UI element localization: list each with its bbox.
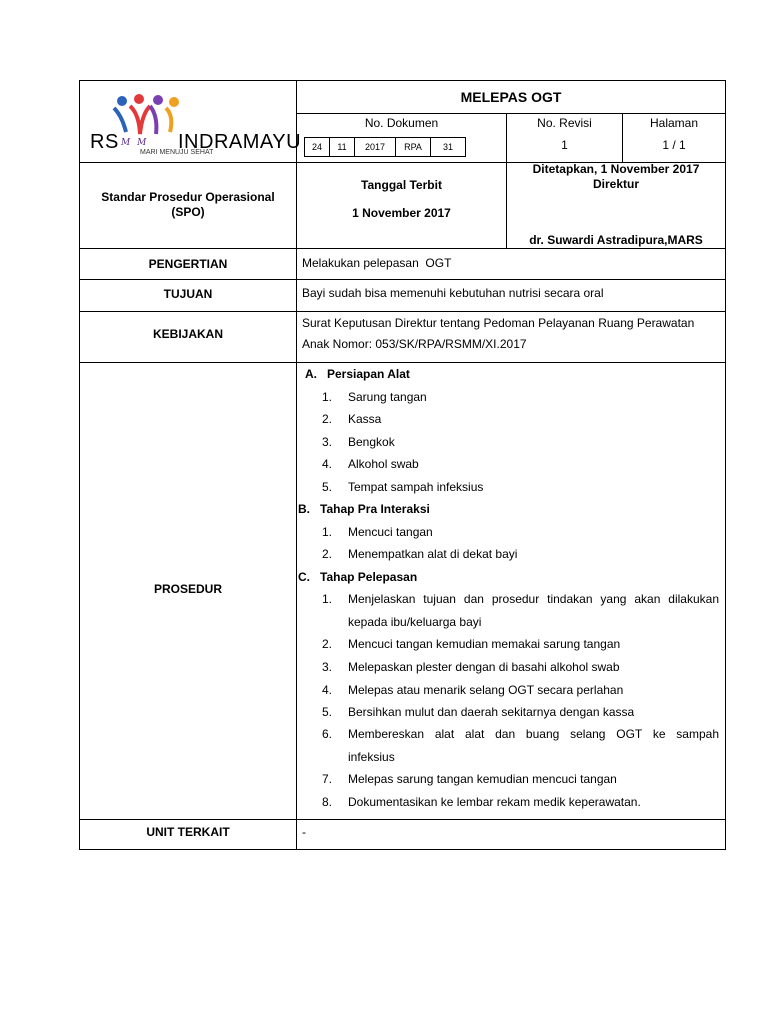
list-number: 1. [322, 592, 333, 606]
list-number: 1. [322, 525, 333, 539]
spo-title-line2: (SPO) [171, 205, 205, 219]
list-item: Dokumentasikan ke lembar rekam medik keperawatan. [348, 795, 641, 809]
list-number: 5. [322, 705, 333, 719]
kebijakan-line2: Anak Nomor: 053/SK/RPA/RSMM/XI.2017 [302, 337, 527, 351]
list-number: 4. [322, 683, 333, 697]
list-item: Bersihkan mulut dan daerah sekitarnya dengan kassa [348, 705, 635, 719]
doc-number-part: 24 [304, 137, 330, 157]
list-item: Melepaskan plester dengan di basahi alkohol swab [348, 660, 620, 674]
list-item: Menjelaskan tujuan dan prosedur tindakan yang akan dilakukan [348, 592, 719, 606]
list-number: 2. [322, 637, 333, 651]
list-item: Tempat sampah infeksius [348, 480, 484, 494]
unit-terkait-label: UNIT TERKAIT [146, 825, 230, 839]
section-b-marker: B. [298, 502, 310, 516]
kebijakan-line1: Surat Keputusan Direktur tentang Pedoman Pelayanan Ruang Perawatan [302, 316, 695, 330]
no-revisi-label: No. Revisi [537, 116, 592, 130]
tanggal-terbit-label: Tanggal Terbit [361, 178, 442, 192]
logo-name-text: INDRAMAYU [178, 131, 302, 153]
list-number: 7. [322, 772, 333, 786]
section-a-title: Persiapan Alat [327, 367, 410, 381]
list-number: 2. [322, 412, 333, 426]
list-item: Menempatkan alat di dekat bayi [348, 547, 518, 561]
signatory-name: dr. Suwardi Astradipura,MARS [529, 233, 703, 247]
halaman-value: 1 / 1 [662, 138, 686, 152]
prosedur-label: PROSEDUR [153, 582, 222, 596]
tanggal-terbit-value: 1 November 2017 [352, 206, 451, 220]
section-c-title: Tahap Pelepasan [320, 570, 418, 584]
logo-tagline: MARI MENUJU SEHAT [140, 149, 214, 156]
no-revisi-value: 1 [561, 138, 568, 152]
spo-title-line1: Standar Prosedur Operasional [101, 190, 275, 204]
tujuan-value: Bayi sudah bisa memenuhi kebutuhan nutrisi secara oral [302, 286, 604, 300]
list-item: Membereskan alat alat dan buang selang OGT ke sampah [348, 727, 719, 741]
doc-number-part: 11 [329, 137, 355, 157]
logo-rs-text: RS [90, 131, 119, 153]
section-a-marker: A. [305, 367, 317, 381]
list-item: Mencuci tangan [348, 525, 433, 539]
list-item: Mencuci tangan kemudian memakai sarung tangan [348, 637, 621, 651]
list-number: 1. [322, 390, 333, 404]
unit-value-cell [296, 819, 726, 850]
kebijakan-label: KEBIJAKAN [152, 327, 223, 341]
list-number: 4. [322, 457, 333, 471]
pengertian-value: Melakukan pelepasan OGT [302, 256, 452, 270]
ditetapkan-text: Ditetapkan, 1 November 2017 [532, 162, 700, 176]
document-title: MELEPAS OGT [460, 89, 562, 105]
list-item: Melepas sarung tangan kemudian mencuci tangan [348, 772, 617, 786]
doc-number-part: 31 [430, 137, 466, 157]
section-c-marker: C. [298, 570, 310, 584]
section-b-title: Tahap Pra Interaksi [320, 502, 430, 516]
list-number: 5. [322, 480, 333, 494]
list-item: Kassa [348, 412, 382, 426]
hospital-logo-icon [112, 94, 182, 136]
list-number: 6. [322, 727, 333, 741]
doc-number-part: RPA [395, 137, 431, 157]
list-item: Bengkok [348, 435, 395, 449]
logo-mm-text: M M [121, 138, 149, 148]
direktur-text: Direktur [592, 177, 639, 191]
halaman-label: Halaman [649, 116, 699, 130]
list-number: 2. [322, 547, 333, 561]
list-number: 3. [322, 660, 333, 674]
list-item: Sarung tangan [348, 390, 427, 404]
no-dokumen-label: No. Dokumen [364, 116, 439, 130]
pengertian-label: PENGERTIAN [148, 257, 228, 271]
tujuan-label: TUJUAN [163, 287, 213, 301]
list-item-continuation: kepada ibu/keluarga bayi [348, 615, 482, 629]
unit-terkait-value: - [302, 825, 306, 839]
doc-number-part: 2017 [354, 137, 396, 157]
list-number: 3. [322, 435, 333, 449]
list-item: Alkohol swab [348, 457, 419, 471]
list-number: 8. [322, 795, 333, 809]
list-item: Melepas atau menarik selang OGT secara perlahan [348, 683, 624, 697]
list-item-continuation: infeksius [348, 750, 395, 764]
